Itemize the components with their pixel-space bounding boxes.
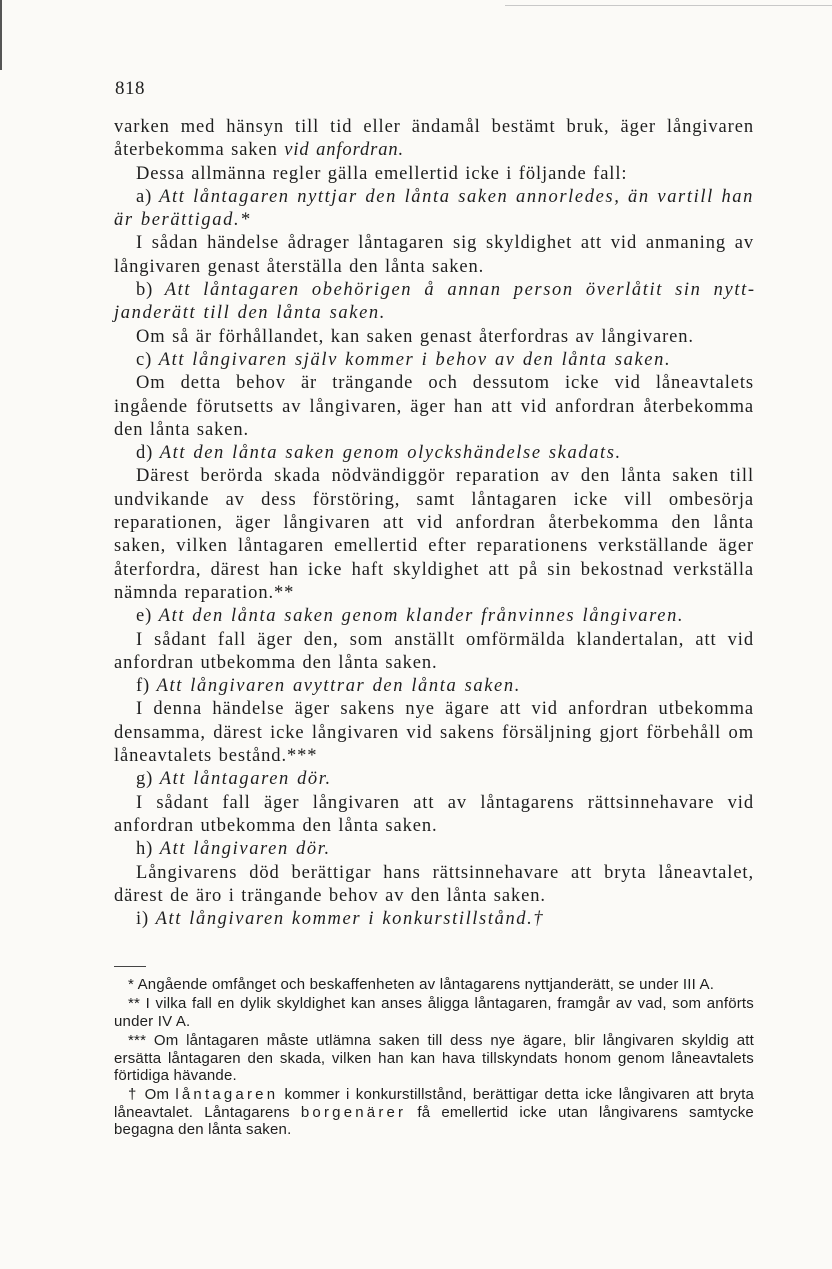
case-heading bbox=[114, 675, 754, 698]
footnotes bbox=[114, 976, 754, 1141]
case-heading bbox=[114, 349, 754, 372]
emphasis-text: Att den lånta saken genom klander frånvinnes långivaren. bbox=[158, 606, 685, 627]
footnote: † Om låntagaren kommer i konkurstillstånd, berättigar detta icke långivaren att bryta låneavtalet. Låntagarens borgenärer få emellertid icke utan långivarens samtycke begagna den lånta saken. bbox=[114, 1086, 755, 1139]
paragraph-text: Om så är förhållandet, kan saken genast återfordras av långivaren. bbox=[136, 326, 694, 347]
scan-edge-line bbox=[505, 5, 832, 6]
footnote: *** Om låntagaren måste utlämna saken till dess nye ägare, blir långivaren skyldig att ersätta låntagaren den skada, vilken han kan hava tillskyndats honom genom låneavtalets förtidiga hävande. bbox=[114, 1032, 754, 1085]
paragraph bbox=[114, 372, 754, 442]
paragraph bbox=[114, 792, 754, 839]
paragraph bbox=[114, 698, 754, 768]
paragraph-text: I sådant fall äger långivaren att av låntagarens rättsinnehavare vid anfordran utbekomma den lånta saken. bbox=[114, 792, 754, 836]
case-label: i) bbox=[136, 909, 156, 930]
paragraph bbox=[114, 116, 754, 163]
paragraph-text: Dessa allmänna regler gälla emellertid icke i följande fall: bbox=[136, 163, 628, 184]
page-number: 818 bbox=[115, 78, 145, 99]
paragraph bbox=[114, 629, 754, 676]
emphasis-text: Att låntagaren nyttjar den lånta saken annorledes, än vartill han är berättigad.* bbox=[114, 186, 754, 231]
emphasis-text: vid anfordran. bbox=[284, 140, 405, 161]
case-label: g) bbox=[136, 769, 160, 790]
case-label: c) bbox=[136, 349, 159, 370]
emphasis-text: Att låntagaren dör. bbox=[159, 769, 332, 790]
case-heading bbox=[114, 186, 754, 233]
scan-edge-mark bbox=[0, 0, 2, 70]
footnote-rule bbox=[114, 966, 146, 967]
paragraph-text: varken med hänsyn till tid eller ändamål bestämt bruk, äger långivaren återbekomma saken bbox=[114, 117, 754, 161]
emphasis-text: Att långivaren avyttrar den lånta saken. bbox=[156, 676, 521, 697]
paragraph-text: Därest berörda skada nödvändiggör reparation av den lånta saken till undvikande av dess förstöring, samt låntagaren icke vill ombesörja reparationen, äger långivaren att vid anfordran återbekomma den lånta saken, vilken låntagaren emellertid efter reparationens verkställande äger återfordra, därest han icke haft skyldighet att på sin bekostnad verkställa nämnda reparation.** bbox=[114, 466, 754, 603]
body-text bbox=[114, 116, 754, 931]
emphasis-text: Att den lånta saken genom olyckshändelse skadats. bbox=[159, 443, 622, 464]
case-heading bbox=[114, 838, 754, 861]
paragraph bbox=[114, 232, 754, 279]
case-label: h) bbox=[136, 839, 160, 860]
case-heading bbox=[114, 442, 754, 465]
paragraph bbox=[114, 465, 754, 605]
paragraph-text: I denna händelse äger sakens nye ägare att vid anfordran utbekomma densamma, därest icke långivaren vid sakens försäljning gjort förbehåll om låneavtalets bestånd.*** bbox=[114, 699, 754, 767]
case-heading bbox=[114, 908, 754, 931]
case-label: e) bbox=[136, 606, 159, 627]
paragraph-text: I sådan händelse ådrager låntagaren sig skyldighet att vid anmaning av långivaren genast återställa den lånta saken. bbox=[114, 233, 754, 277]
paragraph-text: Långivarens död berättigar hans rättsinnehavare att bryta låneavtalet, därest de äro i trängande behov av den lånta saken. bbox=[114, 862, 754, 906]
paragraph-text: Om detta behov är trängande och dessutom icke vid låneavtalets ingående förutsetts av långivaren, äger han att vid anfordran återbekomma den lånta saken. bbox=[114, 373, 754, 440]
case-label: b) bbox=[136, 280, 165, 301]
footnote: ** I vilka fall en dylik skyldighet kan anses åligga låntagaren, framgår av vad, som anförts under IV A. bbox=[114, 995, 754, 1030]
case-heading bbox=[114, 605, 754, 628]
case-label: d) bbox=[136, 443, 160, 464]
paragraph-text: I sådant fall äger den, som anställt omförmälda klandertalan, att vid anfordran utbekomma den lånta saken. bbox=[114, 629, 754, 673]
emphasis-text: Att långivaren kommer i konkurstillstånd.† bbox=[155, 909, 545, 930]
emphasis-text: Att långivaren själv kommer i behov av den lånta saken. bbox=[158, 349, 672, 370]
case-label: a) bbox=[136, 186, 160, 207]
case-heading bbox=[114, 279, 754, 326]
paragraph bbox=[114, 163, 754, 186]
emphasis-text: Att långivaren dör. bbox=[159, 839, 331, 860]
case-label: f) bbox=[136, 676, 157, 697]
footnote: * Angående omfånget och beskaffenheten av låntagarens nyttjanderätt, se under III A. bbox=[128, 976, 715, 993]
case-heading bbox=[114, 768, 754, 791]
paragraph bbox=[114, 326, 754, 349]
emphasis-text: Att låntagaren obehörigen å annan person överlåtit sin nyttjanderätt till den lånta saken. bbox=[114, 280, 754, 324]
paragraph bbox=[114, 862, 754, 909]
